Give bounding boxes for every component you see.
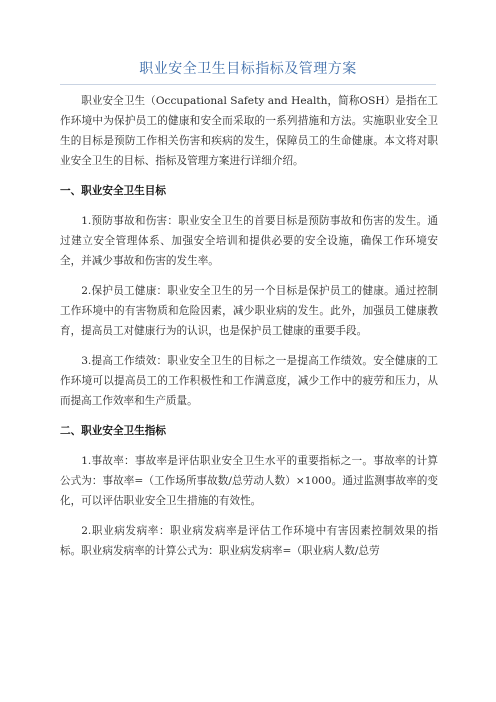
section-heading-goals: 一、职业安全卫生目标 xyxy=(60,185,166,197)
intro-paragraph: 职业安全卫生（Occupational Safety and Health，简称OSH）是指在工作环境中为保护员工的健康和安全而采取的一系列措施和方法。实施职业安全卫生的目标是预防工作相关伤害和疾病的发生，保障员工的生命健康。本文将对职业安全卫生的目标、指标及管理方案进行详细介绍。 xyxy=(60,95,438,167)
indicator-item: 1.事故率：事故率是评估职业安全卫生水平的重要指标之一。事故率的计算公式为：事故率=（工作场所事故数/总劳动人数）×1000。通过监测事故率的变化，可以评估职业安全卫生措施的有效性。 xyxy=(60,455,438,507)
goal-item: 1.预防事故和伤害：职业安全卫生的首要目标是预防事故和伤害的发生。通过建立安全管理体系、加强安全培训和提供必要的安全设施，确保工作环境安全，并减少事故和伤害的发生率。 xyxy=(60,215,438,267)
goal-item: 3.提高工作绩效：职业安全卫生的目标之一是提高工作绩效。安全健康的工作环境可以提高员工的工作积极性和工作满意度，减少工作中的疲劳和压力，从而提高工作效率和生产质量。 xyxy=(60,355,438,407)
goal-item: 2.保护员工健康：职业安全卫生的另一个目标是保护员工的健康。通过控制工作环境中的有害物质和危险因素，减少职业病的发生。此外，加强员工健康教育，提高员工对健康行为的认识，也是保护员工健康的重要手段。 xyxy=(60,285,438,337)
section-heading-indicators: 二、职业安全卫生指标 xyxy=(60,425,166,437)
document-body xyxy=(60,91,438,571)
indicator-item: 2.职业病发病率：职业病发病率是评估工作环境中有害因素控制效果的指标。职业病发病率的计算公式为：职业病发病率=（职业病人数/总劳 xyxy=(60,525,438,557)
document-title: 职业安全卫生目标指标及管理方案 xyxy=(139,61,357,77)
title-divider xyxy=(60,84,436,85)
